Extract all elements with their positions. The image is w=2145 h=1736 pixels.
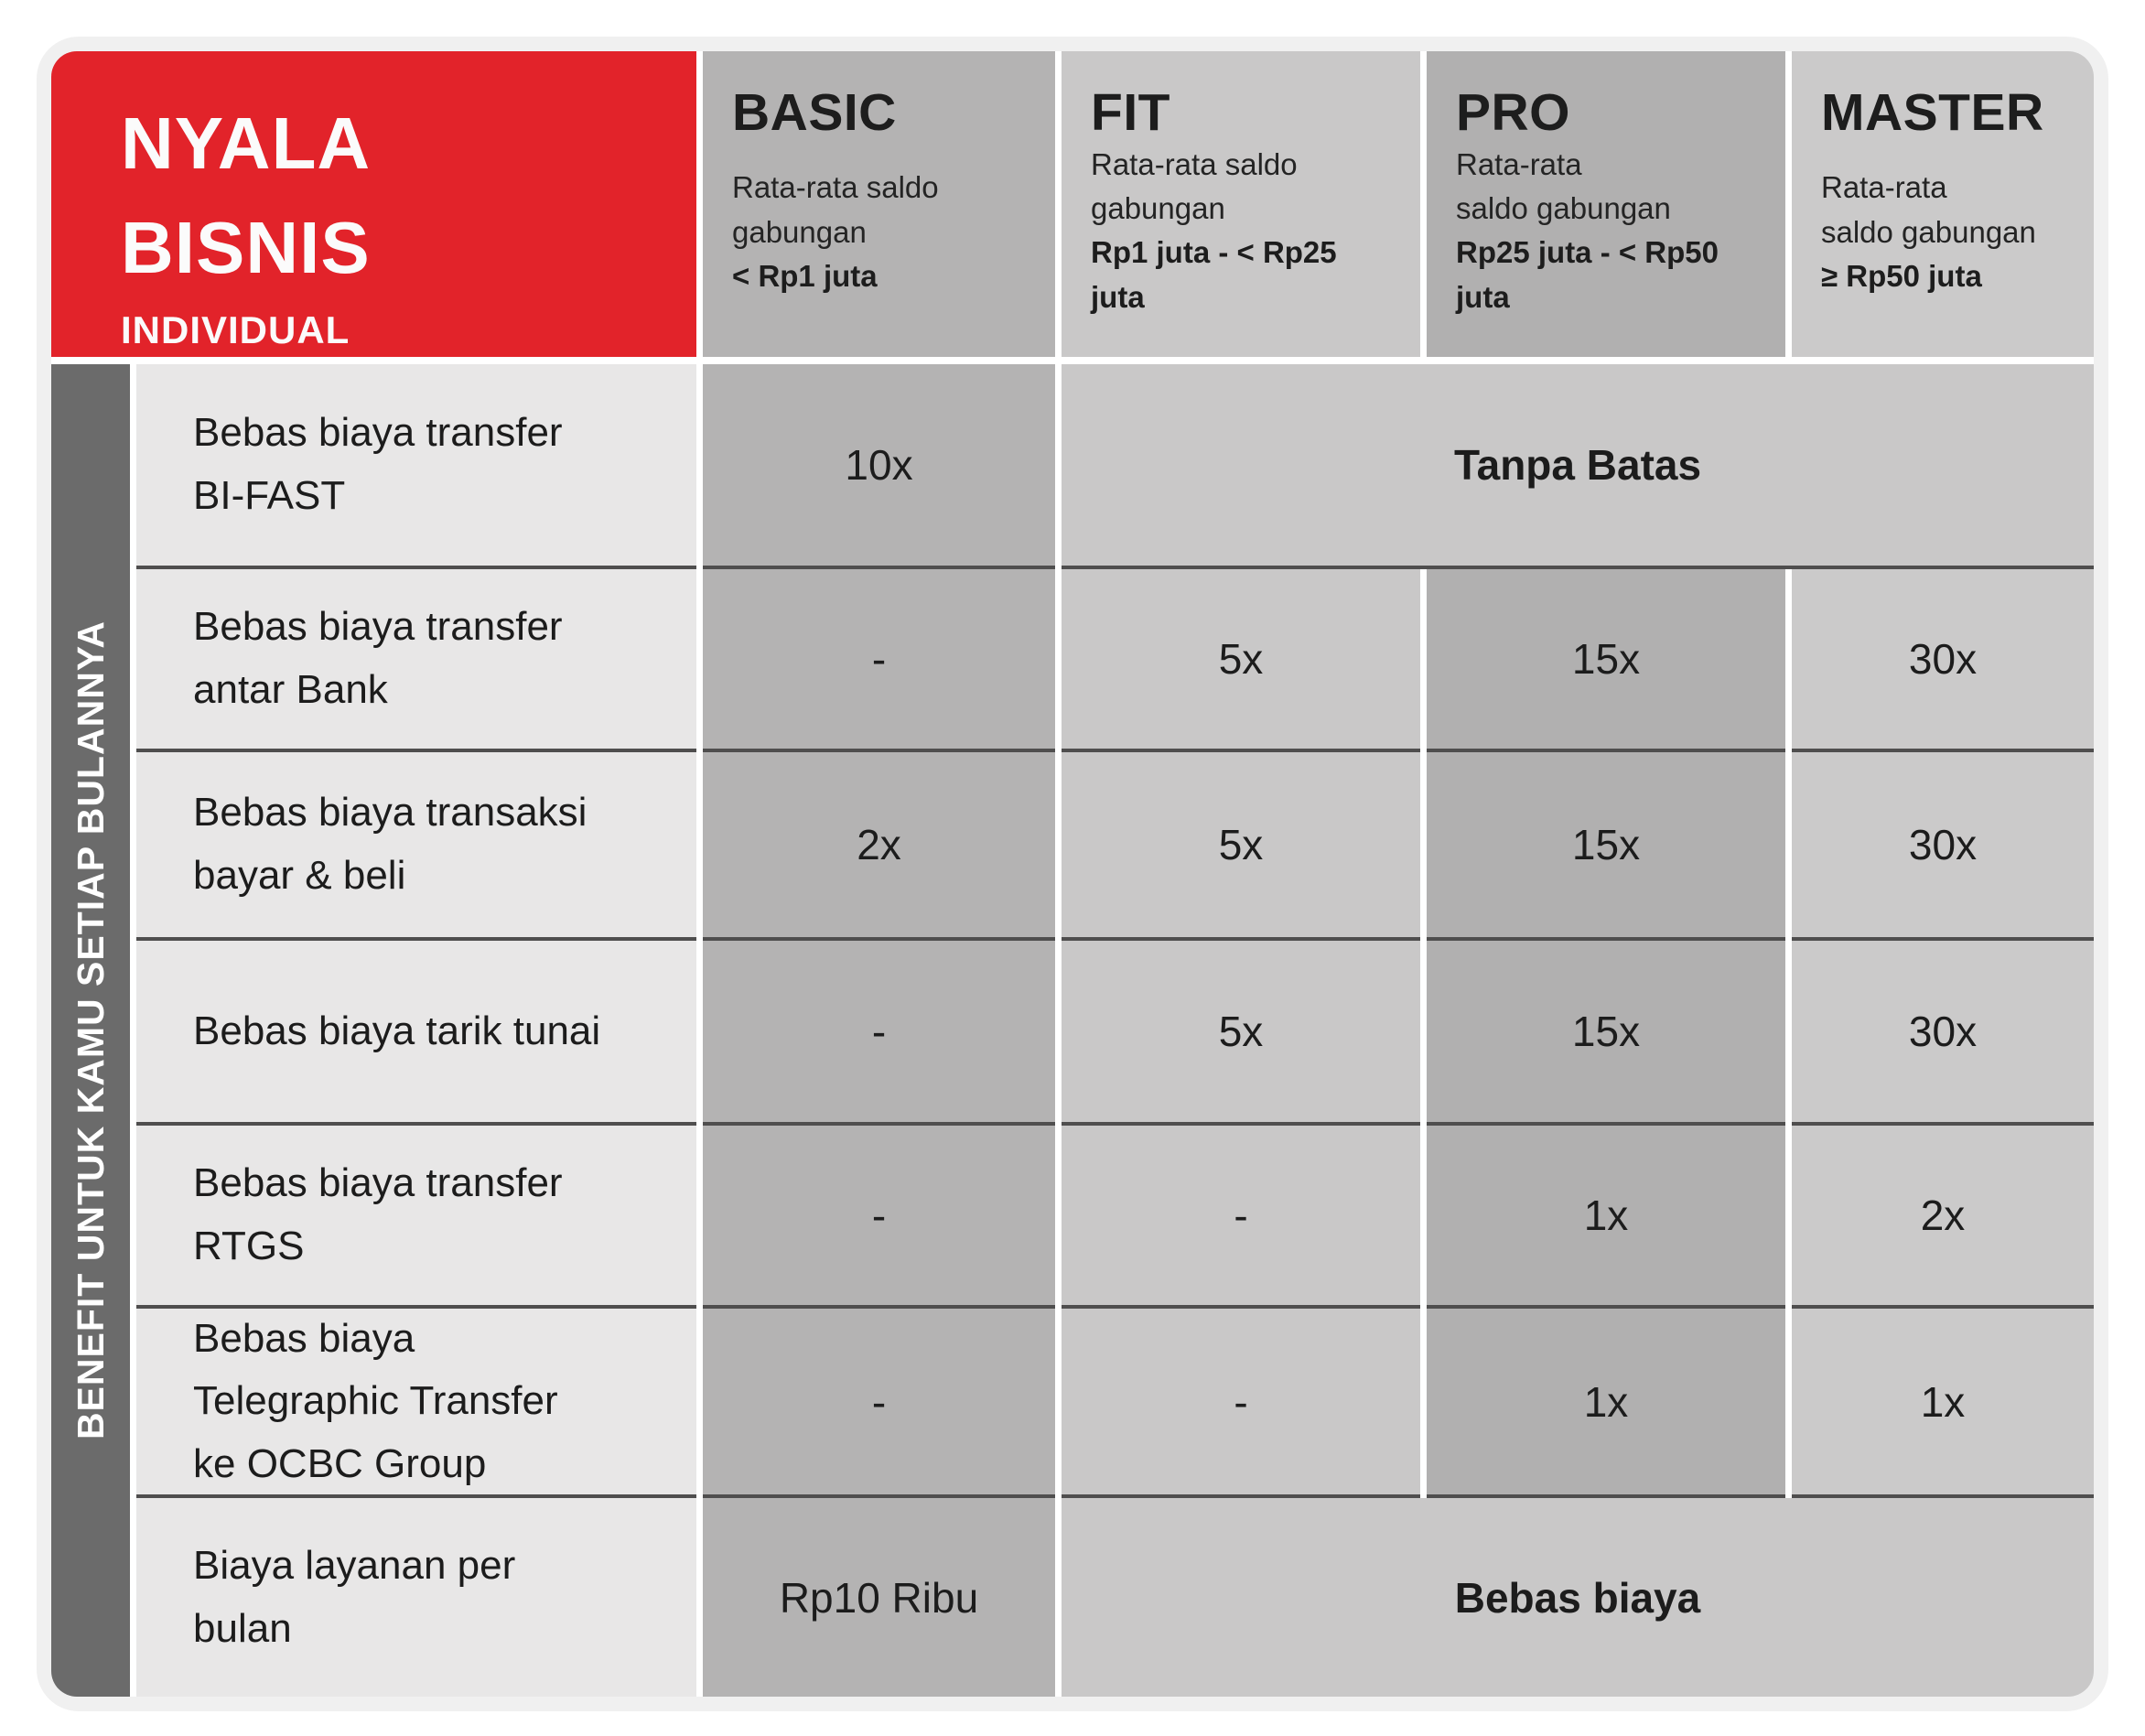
row-label-antar-bank bbox=[136, 569, 696, 752]
brand-title bbox=[121, 92, 696, 299]
tier-header-fit bbox=[1062, 51, 1420, 357]
tier-range-basic: < Rp1 juta bbox=[732, 258, 878, 293]
tier-name-fit: FIT bbox=[1091, 83, 1170, 142]
cell-biaya-layanan-basic: Rp10 Ribu bbox=[703, 1498, 1055, 1697]
tier-desc-master bbox=[1821, 166, 2070, 298]
row-label-rtgs bbox=[136, 1126, 696, 1309]
cell-antar-bank-basic: - bbox=[703, 569, 1055, 752]
tier-desc-text: Rata-rata saldo gabungan bbox=[732, 170, 939, 249]
cell-tarik-tunai-basic: - bbox=[703, 941, 1055, 1126]
cell-telegraphic-basic: - bbox=[703, 1309, 1055, 1498]
tier-desc-basic bbox=[732, 166, 1031, 298]
cell-bi-fast-fit-pro-master: Tanpa Batas bbox=[1062, 364, 2094, 569]
cell-tarik-tunai-fit: 5x bbox=[1062, 941, 1420, 1126]
row-label-text: Biaya layanan per bulan bbox=[193, 1542, 516, 1651]
cell-rtgs-pro: 1x bbox=[1427, 1126, 1785, 1309]
tier-range-fit: Rp1 juta - < Rp25 juta bbox=[1091, 235, 1337, 314]
benefits-sidebar-label: BENEFIT UNTUK KAMU SETIAP BULANNYA bbox=[69, 620, 112, 1440]
cell-telegraphic-pro: 1x bbox=[1427, 1309, 1785, 1498]
cell-tarik-tunai-pro: 15x bbox=[1427, 941, 1785, 1126]
tier-header-pro bbox=[1427, 51, 1785, 357]
cell-antar-bank-master: 30x bbox=[1792, 569, 2094, 752]
row-label-bi-fast bbox=[136, 364, 696, 569]
comparison-card bbox=[37, 37, 2108, 1711]
cell-biaya-layanan-fit-pro-master: Bebas biaya bbox=[1062, 1498, 2094, 1697]
tier-range-master: ≥ Rp50 juta bbox=[1821, 258, 1982, 293]
cell-bayar-beli-pro: 15x bbox=[1427, 752, 1785, 941]
tier-desc-pro bbox=[1456, 143, 1762, 319]
row-label-text: Bebas biaya transfer BI-FAST bbox=[193, 410, 563, 518]
row-label-biaya-layanan bbox=[136, 1498, 696, 1697]
row-label-text: Bebas biaya transfer antar Bank bbox=[193, 604, 563, 712]
tier-name-basic: BASIC bbox=[732, 83, 897, 142]
cell-tarik-tunai-master: 30x bbox=[1792, 941, 2094, 1126]
comparison-table bbox=[51, 51, 2094, 1697]
tier-range-pro: Rp25 juta - < Rp50 juta bbox=[1456, 235, 1719, 314]
row-label-telegraphic-transfer bbox=[136, 1309, 696, 1498]
brand-header bbox=[51, 51, 696, 357]
brand-title-line2: BISNIS bbox=[121, 206, 371, 288]
benefits-sidebar bbox=[51, 364, 130, 1697]
cell-bayar-beli-fit: 5x bbox=[1062, 752, 1420, 941]
tier-name-master: MASTER bbox=[1821, 83, 2044, 142]
tier-name-pro: PRO bbox=[1456, 83, 1571, 142]
cell-bayar-beli-basic: 2x bbox=[703, 752, 1055, 941]
row-label-bayar-beli bbox=[136, 752, 696, 941]
brand-title-line1: NYALA bbox=[121, 102, 372, 184]
cell-bi-fast-basic: 10x bbox=[703, 364, 1055, 569]
cell-bayar-beli-master: 30x bbox=[1792, 752, 2094, 941]
row-label-text: Bebas biaya Telegraphic Transfer ke OCBC Group bbox=[193, 1315, 558, 1486]
cell-rtgs-fit: - bbox=[1062, 1126, 1420, 1309]
cell-telegraphic-fit: - bbox=[1062, 1309, 1420, 1498]
cell-rtgs-basic: - bbox=[703, 1126, 1055, 1309]
tier-desc-fit bbox=[1091, 143, 1396, 319]
row-label-tarik-tunai bbox=[136, 941, 696, 1126]
tier-header-master bbox=[1792, 51, 2094, 357]
cell-telegraphic-master: 1x bbox=[1792, 1309, 2094, 1498]
row-label-text: Bebas biaya transaksi bayar & beli bbox=[193, 790, 587, 898]
brand-subtitle: INDIVIDUAL bbox=[121, 308, 350, 352]
tier-header-basic bbox=[703, 51, 1055, 357]
tier-desc-text: Rata-rata saldo gabungan bbox=[1456, 147, 1671, 226]
cell-antar-bank-pro: 15x bbox=[1427, 569, 1785, 752]
tier-desc-text: Rata-rata saldo gabungan bbox=[1091, 147, 1298, 226]
row-label-text: Bebas biaya tarik tunai bbox=[193, 1008, 601, 1053]
tier-desc-text: Rata-rata saldo gabungan bbox=[1821, 170, 2036, 249]
cell-antar-bank-fit: 5x bbox=[1062, 569, 1420, 752]
cell-rtgs-master: 2x bbox=[1792, 1126, 2094, 1309]
row-label-text: Bebas biaya transfer RTGS bbox=[193, 1160, 563, 1268]
